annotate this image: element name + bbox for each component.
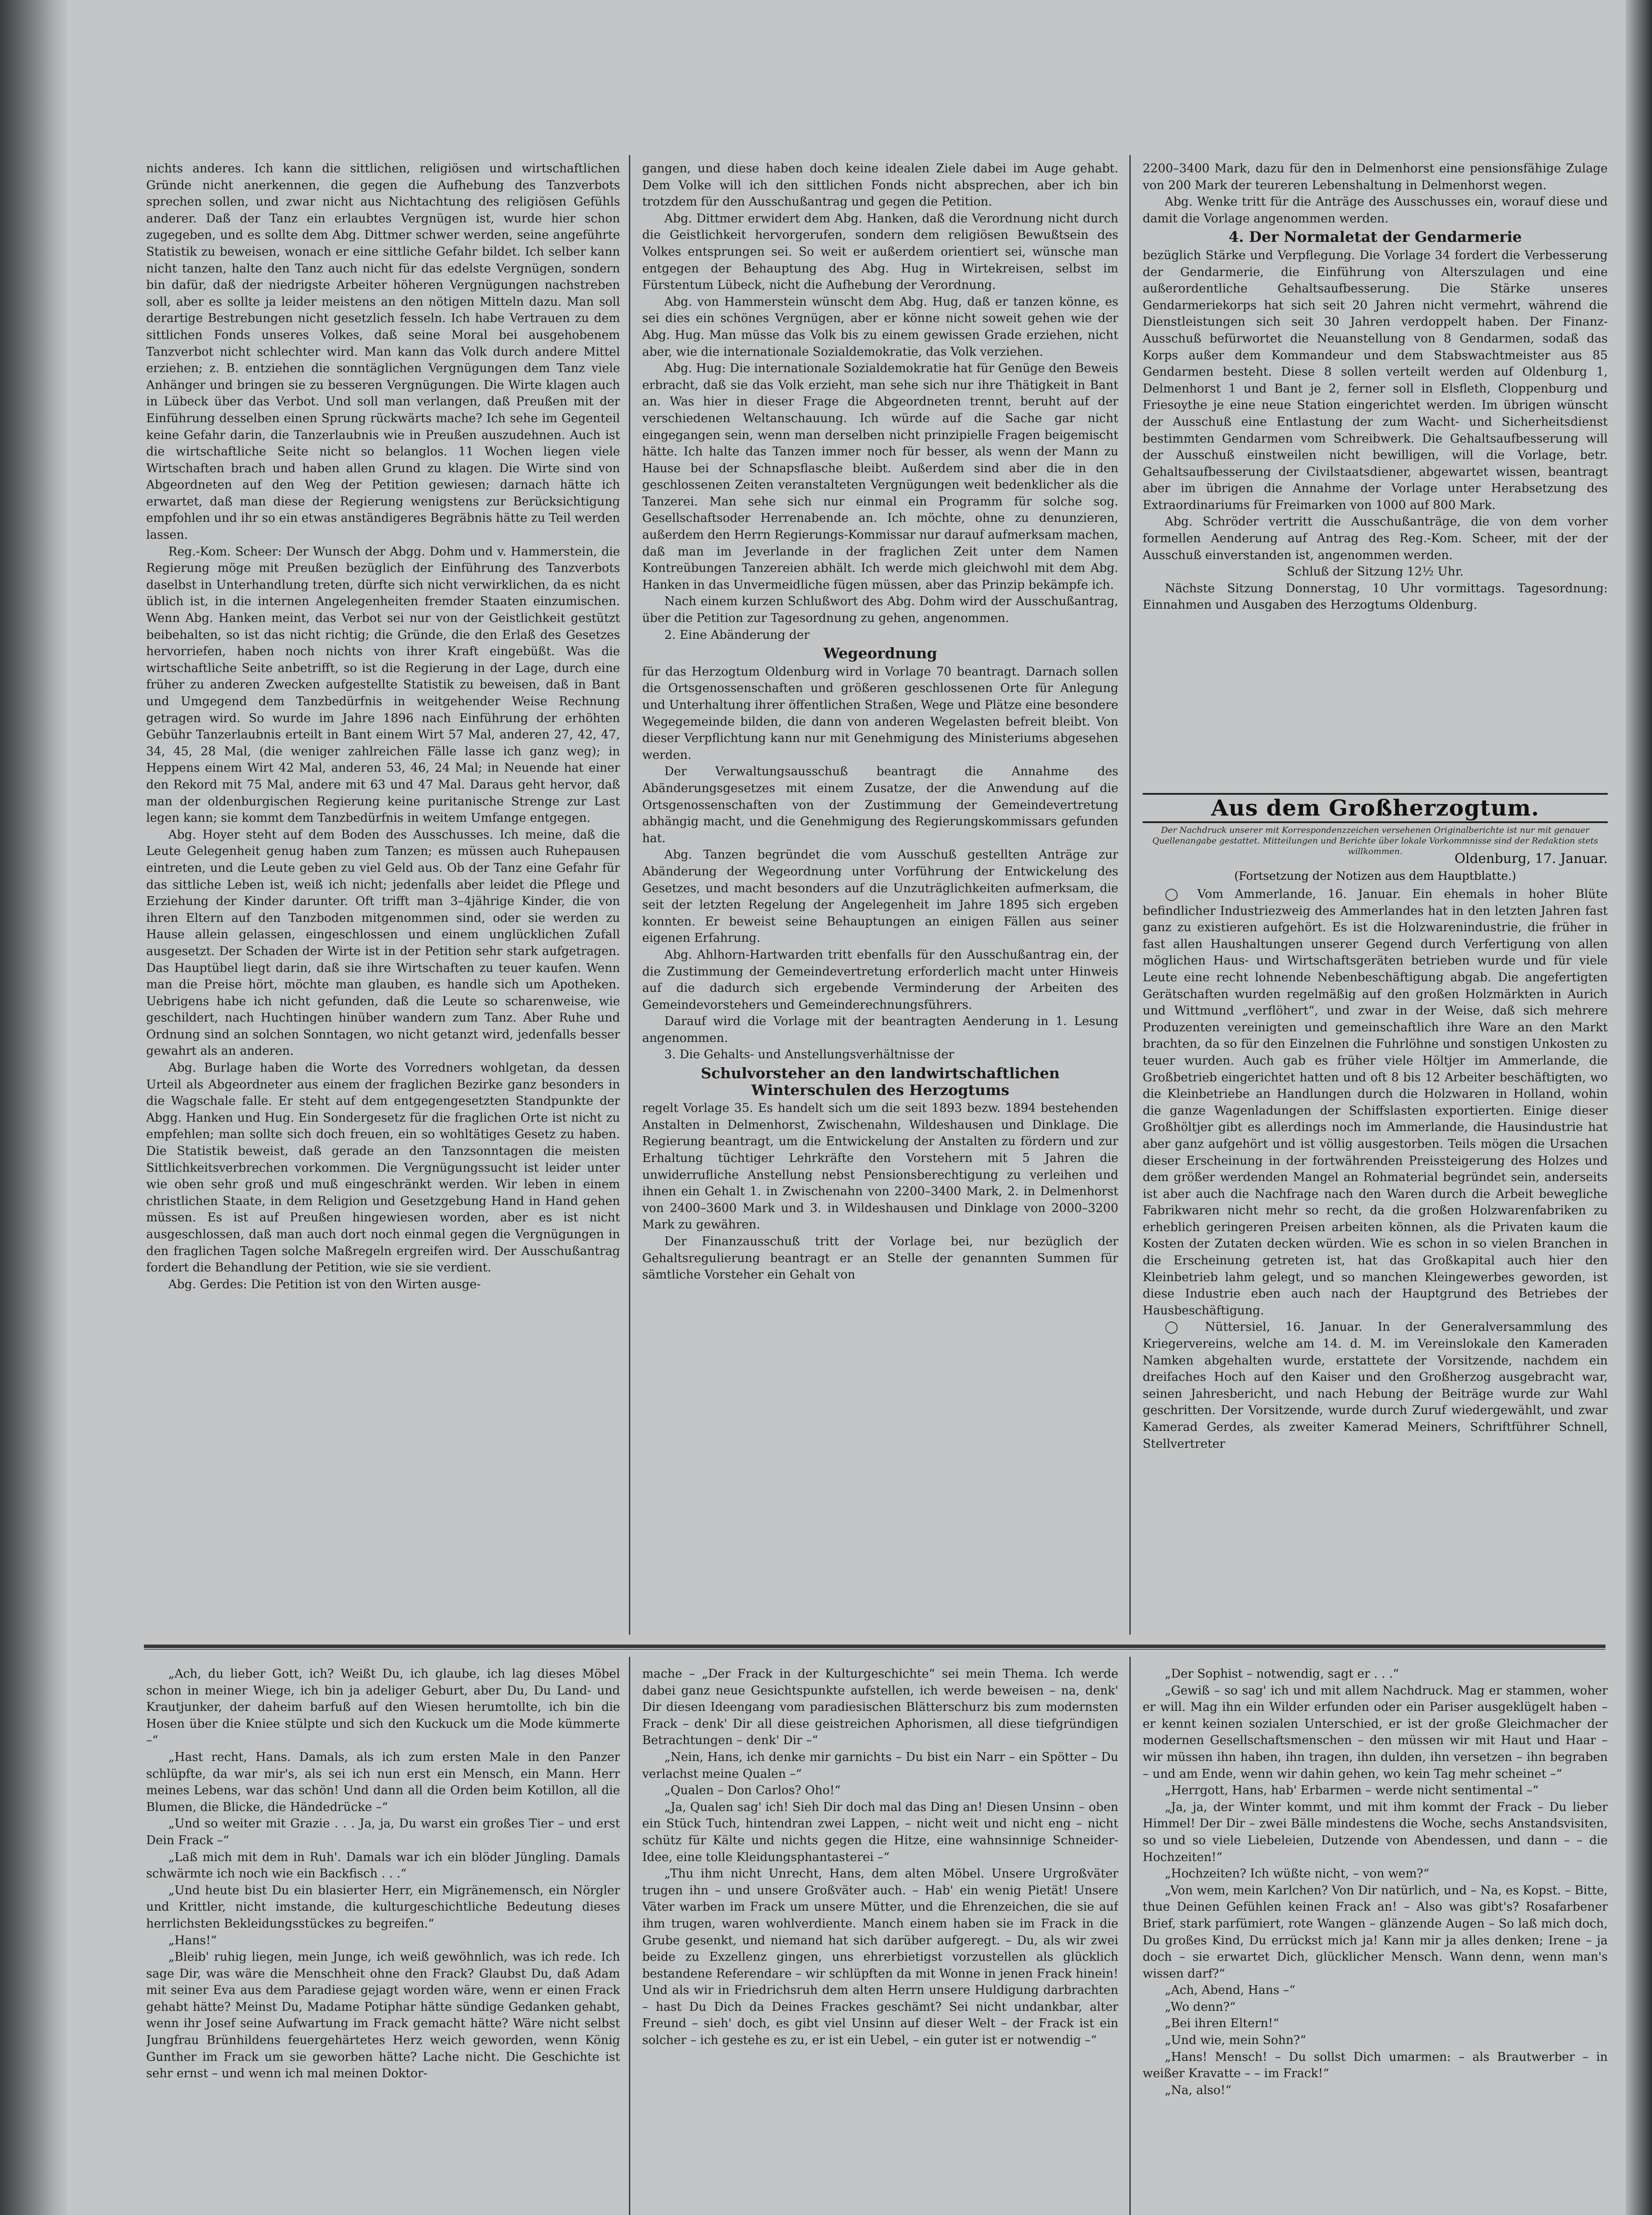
paragraph: „Ja, Qualen sag' ich! Sieh Dir doch mal das Ding an! Diesen Unsinn – oben ein Stück Tuch, hintendran zwei Lappen, – nicht weit und nicht eng – nicht schütz für Kälte und nichts gegen die Hitze, eine wahnsinnige Schneider-Idee, eine tolle Kleidungsphantasterei –“ xyxy=(642,1800,1118,1864)
paragraph: „Von wem, mein Karlchen? Von Dir natürlich, und – Na, es Kopst. – Bitte, thue Deinen Gefühlen keinen Frack an! – Also was gibt's? Rosafarbener Brief, stark parfümiert, rote Wangen – glänzende Augen – So laß mich doch, Du großes Kind, Du errückst mich ja! Kann mir ja alles denken; Irene – ja doch – sie erwartet Dich, glücklicher Mensch. Wann denn, wenn man's wissen darf?“ xyxy=(1143,1883,1608,1981)
paragraph: „Nein, Hans, ich denke mir garnichts – Du bist ein Narr – ein Spötter – Du verlachst meine Qualen –“ xyxy=(642,1750,1118,1781)
session-close: Schluß der Sitzung 12½ Uhr. xyxy=(1287,565,1464,579)
paragraph: „Wo denn?“ xyxy=(1165,2000,1236,2014)
paragraph: „Herrgott, Hans, hab' Erbarmen – werde nicht sentimental –“ xyxy=(1165,1784,1539,1798)
paragraph: Reg.-Kom. Scheer: Der Wunsch der Abgg. Dohm und v. Hammerstein, die Regierung möge mit Preußen bezüglich der Einführung des Tanzverbots daselbst in Unterhandlung treten, dürfte sich nicht verwirklichen, da es nicht üblich ist, in die internen Angelegenheiten fremder Staaten einzumischen. Wenn Abg. Hanken meint, das Verbot sei nur von der Geistlichkeit gestützt beibehalten, so ist das nicht richtig; die Gründe, die den Erlaß des Gesetzes hervorriefen, haben noch nichts von ihrer Kraft eingebüßt. Was die wirtschaftliche Seite anbetrifft, so ist die Regierung in der Lage, durch eine früher zu anderen Zwecken aufgestellte Statistik zu beweisen, daß in Bant und Umgegend dem Tanzbedürfnis in weitgehender Weise Rechnung getragen wird. So wurde im Jahre 1896 nach Einführung der erhöhten Gebühr Tanzerlaubnis erteilt in Bant einem Wirt 57 Mal, anderen 27, 42, 47, 34, 45, 28 Mal, (die weniger zahlreichen Fälle lasse ich ganz weg); in Heppens einem Wirt 42 Mal, anderen 53, 46, 24 Mal; in Neuende hat einer den Rekord mit 75 Mal, andere mit 63 und 47 Mal. Daraus geht hervor, daß man der oldenburgischen Regierung keine puritanische Strenge zur Last legen kann; sie kommt dem Tanzbedürfnis in weitem Umfange entgegen. xyxy=(146,544,620,825)
paragraph: „Und so weiter mit Grazie . . . Ja, ja, Du warst ein großes Tier – und erst Dein Frack –“ xyxy=(146,1817,620,1847)
paragraph: „Und wie, mein Sohn?“ xyxy=(1165,2033,1306,2048)
paragraph: „Hans!“ xyxy=(168,1933,217,1947)
paragraph: „Ach, du lieber Gott, ich? Weißt Du, ich glaube, ich lag dieses Möbel schon in meiner Wiege, ich bin ja adeliger Geburt, aber Du, Du Land- und Krautjunker, der daheim barfuß auf den Wiesen herumtollte, ich bin die Hosen über die Kniee stülpte und sich den Kuckuck um die Mode kümmerte –“ xyxy=(146,1667,620,1748)
column-rule xyxy=(629,1657,630,2215)
paragraph: gangen, und diese haben doch keine idealen Ziele dabei im Auge gehabt. Dem Volke will ich den sittlichen Fonds nicht absprechen, aber ich bin trotzdem für den Ausschußantrag und gegen die Petition. xyxy=(642,162,1118,209)
paragraph: Darauf wird die Vorlage mit der beantragten Aenderung in 1. Lesung angenommen. xyxy=(642,1014,1118,1045)
paragraph: „Ja, ja, der Winter kommt, und mit ihm kommt der Frack – Du lieber Himmel! Der Dir – zwei Bälle mindestens die Woche, sechs Anstandsvisiten, so und so viele Liebeleien, Dutzende von Abendessen, und dann – – die Hochzeiten!“ xyxy=(1143,1800,1608,1864)
feuilleton-column-left xyxy=(146,1666,620,2215)
feuilleton-divider-thin xyxy=(144,1649,1605,1650)
paragraph: „Hans! Mensch! – Du sollst Dich umarmen: – als Brautwerber – in weißer Kravatte – – im Frack!“ xyxy=(1143,2050,1608,2081)
book-gutter xyxy=(0,0,66,2215)
dateline: Oldenburg, 17. Januar. xyxy=(1454,851,1608,867)
paragraph: Abg. Gerdes: Die Petition ist von den Wirten ausge- xyxy=(168,1277,481,1291)
heading-gendarmerie: 4. Der Normaletat der Gendarmerie xyxy=(1229,228,1522,246)
section-title: Aus dem Großherzogtum. xyxy=(1143,793,1608,823)
paragraph: „Ach, Abend, Hans –“ xyxy=(1165,1983,1295,1997)
paragraph: nichts anderes. Ich kann die sittlichen, religiösen und wirtschaftlichen Gründe nicht anerkennen, die gegen die Aufhebung des Tanzverbots sprechen sollen, und zwar nicht aus Nichtachtung des religiösen Gefühls anderer. Daß der Tanz ein erlaubtes Vergnügen ist, wurde hier schon zugegeben, und es sollte dem Abg. Dittmer schwer werden, seine angeführte Statistik zu beweisen, wonach er eine sittliche Gefahr bildet. Ich selber kann nicht tanzen, halte den Tanz auch nicht für das edelste Vergnügen, sondern bin dafür, daß der niedrigste Arbeiter höheren Vergnügungen nachstreben soll, aber es sollte ja leider meistens an den nötigen Mitteln dazu. Man soll derartige Bestrebungen nicht gesetzlich fesseln. Ich habe Vertrauen zu dem sittlichen Fonds unseres Volkes, daß seine Moral bei ausgehobenem Tanzverbot nicht schlechter wird. Man kann das Volk durch andere Mittel erziehen; z. B. entziehen die sonntäglichen Vergnügungen dem Tanz viele Anhänger und bringen sie zu besseren Vergnügungen. Die Wirte klagen auch in Lübeck über das Verbot. Und soll man verlangen, daß Preußen mit der Einführung desselben einen Sprung rückwärts mache? Ich sehe im Gegenteil keine Gefahr darin, die Tanzerlaubnis wie in Preußen auszudehnen. Auch ist die wirtschaftliche Seite nicht so belanglos. 11 Wochen liegen viele Wirtschaften brach und haben allen Grund zu klagen. Die Wirte sind von Abgeordneten auf den Weg der Petition gewiesen; darnach hätte ich erwartet, daß man diese der Regierung wenigstens zur Berücksichtigung empfohlen und ihr so ein etwas anständigeres Begräbnis hätte zu Teil werden lassen. xyxy=(146,162,620,542)
paragraph: Abg. Hug: Die internationale Sozialdemokratie hat für Genüge den Beweis erbracht, daß sie das Volk erzieht, man sehe sich nur ihre Thätigkeit in Bant an. Was hier in dieser Frage die Abgeordneten trennt, beruht auf der verschiedenen Weltanschauung. Ich würde auf die Sache gar nicht eingegangen sein, wenn man derselben nicht prinzipielle Fragen beigemischt hätte. Ich halte das Tanzen immer noch für besser, als wenn der Mann zu Hause bei der Schnapsflasche bleibt. Außerdem sind aber die in den geschlossenen Zeiten veranstalteten Vergnügungen weit bedenklicher als die Tanzerei. Man sehe sich nur einmal ein Programm für solche sog. Gesellschaftsoder Herrenabende an. Ich möchte, ohne zu denunzieren, außerdem den Herrn Regierungs-Kommissar nur darauf aufmerksam machen, daß man im Jeverlande in der fraglichen Zeit unter dem Namen Kontreübungen Tanzereien abhält. Ich werde mich gleichwohl mit dem Abg. Hanken in das Unvermeidliche fügen müssen, aber das Prinzip bekämpfe ich. xyxy=(642,361,1118,592)
paragraph: Abg. Schröder vertritt die Ausschußanträge, die von dem vorher formellen Aenderung auf Antrag des Reg.-Kom. Scheer, mit der der Ausschuß einverstanden ist, angenommen werden. xyxy=(1143,515,1608,562)
paragraph: „Hast recht, Hans. Damals, als ich zum ersten Male in den Panzer schlüpfte, da war mir's, als sei ich nun erst ein Mensch, ein Mann. Herr meines Lebens, war das schön! Und dann all die Orden beim Kotillon, all die Blumen, die Blicke, die Händedrücke –“ xyxy=(146,1750,620,1814)
paragraph: „Gewiß – so sag' ich und mit allem Nachdruck. Mag er stammen, woher er will. Mag ihn ein Wilder erfunden oder ein Pariser ausgeklügelt haben – er kennt keinen sozialen Unterschied, er ist der große Gleichmacher der modernen Gesellschaftsmenschen – den müssen wir mit Haut und Haar – wir müssen ihn haben, ihn tragen, ihn dulden, ihn versetzen – ihn begraben – und am Ende, wenn wir dahin gehen, wo kein Tag mehr scheinet –“ xyxy=(1143,1683,1608,1781)
paragraph: „Hochzeiten? Ich wüßte nicht, – von wem?“ xyxy=(1165,1867,1430,1881)
paragraph: Der Verwaltungsausschuß beantragt die Annahme des Abänderungsgesetzes mit einem Zusatze, der die Anwendung auf die Ortsgenossenschaften von der Zustimmung der Gemeindevertretung abhängig macht, und die Genehmigung des Regierungskommissars gefunden hat. xyxy=(642,765,1118,845)
paragraph: „Thu ihm nicht Unrecht, Hans, dem alten Möbel. Unsere Urgroßväter trugen ihn – und unsere Großväter auch. – Hab' ein wenig Pietät! Unsere Väter warben im Frack um unsere Mütter, und die Ehrenzeichen, die sie auf ihm trugen, waren wohlverdiente. Manch einem haben sie im Frack in die Grube gesenkt, und niemand hat sich darüber aufgeregt. – Du, als wir zwei beide zu Exzellenz gingen, uns ehrerbietigst vorzustellen als glücklich bestandene Referendare – wir schlüpften da mit Wonne in jenen Frack hinein! Und als wir in Friedrichsruh dem alten Herrn unsere Huldigung darbrachten – hast Du Dich da Deines Frackes geschämt? Sei nicht undankbar, alter Freund – sieh' doch, es gibt viel Unsinn auf dieser Welt – der Frack ist ein solcher – ich gestehe es zu, er ist ein Uebel, – ein guter ist er notwendig –“ xyxy=(642,1867,1118,2048)
paragraph: Abg. Dittmer erwidert dem Abg. Hanken, daß die Verordnung nicht durch die Geistlichkeit hervorgerufen, sondern dem religiösen Bewußtsein des Volkes entsprungen sei. So weit er außerdem orientiert sei, wünsche man entgegen der Behauptung des Abg. Hug in Wirtekreisen, selbst im Fürstentum Lübeck, nicht die Aufhebung der Verordnung. xyxy=(642,211,1118,292)
paragraph: Nach einem kurzen Schlußwort des Abg. Dohm wird der Ausschußantrag, über die Petition zur Tagesordnung zu gehen, angenommen. xyxy=(642,595,1118,626)
paragraph: „Der Sophist – notwendig, sagt er . . .“ xyxy=(1165,1667,1399,1681)
column-rule xyxy=(629,155,630,1635)
paragraph: „Bei ihren Eltern!“ xyxy=(1165,2017,1280,2031)
column-rule xyxy=(1129,1657,1131,2215)
paragraph: „Laß mich mit dem in Ruh'. Damals war ich ein blöder Jüngling. Damals schwärmte ich noch wie ein Backfisch . . .“ xyxy=(146,1850,620,1881)
column-top-right xyxy=(1143,160,1608,789)
paragraph: „Bleib' ruhig liegen, mein Junge, ich weiß gewöhnlich, was ich rede. Ich sage Dir, was wäre die Menschheit ohne den Frack? Glaubst Du, daß Adam mit seiner Eva aus dem Paradiese gejagt worden wäre, wenn er einen Frack gehabt hätte? Meinst Du, Madame Potiphar hätte sündige Gedanken gehabt, wenn ihr Josef seine Aufwartung im Frack gemacht hätte? Wäre nicht selbst Jungfrau Brünhildens feuergehärtetes Herz weich geworden, wenn König Gunther im Frack um sie geworben hätte? Lache nicht. Die Geschichte ist sehr ernst – und wenn ich mal meinen Doktor- xyxy=(146,1950,620,2081)
continuation-note: (Fortsetzung der Notizen aus dem Hauptblatte.) xyxy=(1234,870,1516,883)
paragraph: mache – „Der Frack in der Kulturgeschichte“ sei mein Thema. Ich werde dabei ganz neue Gesichtspunkte aufstellen, ich werde beweisen – na, denk' Dir diesen Ideengang vom paradiesischen Blätterschurz bis zum modernsten Frack – denk' Dir all diese geistreichen Aphorismen, all diese tiefgründigen Betrachtungen – denk' Dir –“ xyxy=(642,1667,1118,1748)
paragraph: „Qualen – Don Carlos? Oho!“ xyxy=(664,1784,841,1798)
feuilleton-divider xyxy=(144,1644,1605,1648)
paragraph: ◯ Vom Ammerlande, 16. Januar. Ein ehemals in hoher Blüte befindlicher Industriezweig des Ammerlandes hat in den letzten Jahren fast ganz zu existieren aufgehört. Es ist die Holzwarenindustrie, die früher in fast allen Haushaltungen unserer Gegend durch Verfertigung von allen möglichen Haus- und Wirtschaftsgeräten betrieben wurde und für viele Leute eine recht lohnende Nebenbeschäftigung abgab. Die angefertigten Gerätschaften wurden regelmäßig auf den großen Holzmärkten in Aurich und Wittmund „verflöhert“, und zwar in der Weise, daß sich mehrere Produzenten vereinigten und gemeinschaftlich ihre Ware an den Markt brachten, da so für den Einzelnen die Fuhrlöhne und sonstigen Unkosten zu teuer wurden. Auch gab es früher viele Höltjer im Ammerlande, die Großbetrieb eingerichtet hatten und oft 8 bis 12 Arbeiter beschäftigten, wo die Kleinbetriebe an Handlungen durch die Holzwaren in Holland, wohin die ganze Wagenladungen der Schiffslasten exportierten. Einige dieser Großhöltjer gibt es allerdings noch im Ammerlande, die Hausindustrie hat aber ganz aufgehört und ist völlig ausgestorben. Teils mögen die Ursachen dieser Erscheinung in der fortwährenden Preissteigerung des Holzes und dem größer werdenden Mangel an Rohmaterial begründet sein, anderseits ist aber auch die Nachfrage nach den Waren durch die Arbeit bewegliche Fabrikwaren nicht mehr so recht, da die großen Holzwarenfabriken zu erheblich geringeren Preisen arbeiten können, als die Privaten kaum die Kosten der Zutaten decken würden. Wie es schon in so vielen Branchen in die Erscheinung getreten ist, hat das Großkapital auch hier den Kleinbetrieb lahm gelegt, und so manchen Kleingewerbes geworden, ist diese Industrie eben auch nach der Hauptgrund des Betriebes der Hausbeschäftigung. xyxy=(1143,887,1608,1317)
paragraph: Abg. Tanzen begründet die vom Ausschuß gestellten Anträge zur Abänderung der Wegeordnung unter Vorführung der Entwickelung des Gesetzes, und macht besonders auf die Unzuträglichkeiten aufmerksam, die seit der letzten Regelung der Angelegenheit im Jahre 1895 sich ergeben konnten. Er beweist seine Behauptungen an einigen Fällen aus seiner eigenen Erfahrung. xyxy=(642,848,1118,945)
next-session: Nächste Sitzung Donnerstag, 10 Uhr vormittags. Tagesordnung: Einnahmen und Ausgaben des Herzogtums Oldenburg. xyxy=(1143,581,1608,612)
paragraph: Der Finanzausschuß tritt der Vorlage bei, nur bezüglich der Gehaltsregulierung beantragt er an Stelle der genannten Summen für sämtliche Vorsteher ein Gehalt von xyxy=(642,1235,1118,1282)
paragraph: Abg. Wenke tritt für die Anträge des Ausschusses ein, worauf diese und damit die Vorlage angenommen werden. xyxy=(1143,195,1608,225)
column-rule xyxy=(1129,155,1131,1635)
paragraph: bezüglich Stärke und Verpflegung. Die Vorlage 34 fordert die Verbesserung der Gendarmerie, die Einführung von Alterszulagen und eine außerordentliche Gehaltsaufbesserung. Die Stärke unseres Gendarmeriekorps hat sich seit 20 Jahren nicht vermehrt, während die Dienstleistungen sich seit 30 Jahren verdoppelt haben. Der Finanz-Ausschuß befürwortet die Neuanstellung von 8 Gendarmen, sodaß das Korps außer dem Kommandeur und dem Stabswachtmeister aus 85 Gendarmen besteht. Diese 8 sollen verteilt werden auf Oldenburg 1, Delmenhorst 1 und Bant je 2, ferner soll in Elsfleth, Cloppenburg und Friesoythe je eine neue Station eingerichtet werden. Im übrigen wünscht der Ausschuß eine Entlastung der zum Wacht- und Sicherheitsdienst bestimmten Gendarmen vom Schreibwerk. Die Gehaltsaufbesserung will der Ausschuß einstweilen nicht bewilligen, will die Vorlage, betr. Gehaltsaufbesserung der Civilstaatsdiener, abgewartet wissen, beantragt aber im übrigen die Annahme der Vorlage unter Herabsetzung des Extraordinariums für Freimarken von 1000 auf 800 Mark. xyxy=(1143,248,1608,512)
paragraph: „Und heute bist Du ein blasierter Herr, ein Migränemensch, ein Nörgler und Krittler, nicht imstande, die kulturgeschichtliche Bedeutung dieses herrlichsten Bekleidungsstückes zu begreifen.“ xyxy=(146,1883,620,1931)
paragraph: 2200–3400 Mark, dazu für den in Delmenhorst eine pensionsfähige Zulage von 200 Mark der teureren Lebenshaltung in Delmenhorst wegen. xyxy=(1143,162,1608,192)
heading-schulvorsteher: Schulvorsteher an den landwirtschaftlichen Winterschulen des Herzogtums xyxy=(701,1065,1060,1099)
paragraph: Abg. Ahlhorn-Hartwarden tritt ebenfalls für den Ausschußantrag ein, der die Zustimmung der Gemeindevertretung erforderlich macht unter Hinweis auf die dadurch sich ergebende Verminderung der Arbeiten des Gemeindevorstehers und Gemeinderechnungsführers. xyxy=(642,948,1118,1012)
column-top-right-local-news xyxy=(1143,886,1608,1630)
paragraph: ◯ Nüttersiel, 16. Januar. In der Generalversammlung des Kriegervereins, welche am 14. d. M. im Vereinslokale den Kameraden Namken abgehalten wurde, erstattete der Vorsitzende, nachdem ein dreifaches Hoch auf den Kaiser und den Großherzog ausgebracht war, seinen Jahresbericht, und nach Hebung der Beiträge wurde zur Wahl geschritten. Der Vorsitzende, wurde durch Zuruf wiedergewählt, und zwar Kamerad Gerdes, als zweiter Kamerad Meiners, Schriftführer Schnell, Stellvertreter xyxy=(1143,1320,1608,1451)
heading-wegeordnung: Wegeordnung xyxy=(823,645,937,662)
paragraph: regelt Vorlage 35. Es handelt sich um die seit 1893 bezw. 1894 bestehenden Anstalten in Delmenhorst, Zwischenahn, Wildeshausen und Dinklage. Die Regierung beantragt, um die Entwickelung der Anstalten zu fördern und zur Erhaltung tüchtiger Lehrkräfte den Vorstehern mit 5 Jahren die unwiderrufliche Anstellung nebst Pensionsberechtigung zu verleihen und ihnen ein Gehalt 1. in Zwischenahn von 2200–3400 Mark, 2. in Delmenhorst von 2400–3600 Mark und 3. in Wildeshausen und Dinklage von 2000–3200 Mark zu gewähren. xyxy=(642,1101,1118,1232)
feuilleton-column-right xyxy=(1143,1666,1608,2215)
paragraph: für das Herzogtum Oldenburg wird in Vorlage 70 beantragt. Darnach sollen die Ortsgenossenschaften und größeren geschlossenen Orte für Anlegung und Unterhaltung ihrer öffentlichen Straßen, Wege und Plätze eine besondere Wegegemeinde bilden, die dann von anderen Wegelasten befreit bleibt. Von dieser Verpflichtung kann nur mit Genehmigung des Ministeriums abgesehen werden. xyxy=(642,664,1118,762)
paragraph: Abg. von Hammerstein wünscht dem Abg. Hug, daß er tanzen könne, es sei dies ein schönes Vergnügen, aber er könne nicht soweit gehen wie der Abg. Hug. Man müsse das Volk bis zu einem gewissen Grade erziehen, nicht aber, wie die internationale Sozialdemokratie, das Volk verziehen. xyxy=(642,295,1118,359)
paragraph: Abg. Hoyer steht auf dem Boden des Ausschusses. Ich meine, daß die Leute Gelegenheit genug haben zum Tanzen; es müssen auch Ruhepausen eintreten, und die Leute geben zu viel Geld aus. Ob der Tanz eine Gefahr für das sittliche Leben ist, weiß ich nicht; jedenfalls aber leidet die Pflege und Erziehung der Kinder darunter. Oft trifft man 3–4jährige Kinder, die von ihren Eltern auf den Tanzboden mitgenommen sind, oder sie werden zu Hause allein gelassen, eingeschlossen und einem unglücklichen Zufall ausgesetzt. Der Schaden der Wirte ist in der Petition sehr stark aufgetragen. Das Hauptübel liegt darin, daß sie ihre Wirtschaften zu teuer kaufen. Wenn man die Preise hört, möchte man glauben, es handle sich um Apotheken. Uebrigens habe ich nicht gefunden, daß die Leute so scharenweise, wie geschildert, nach Huchtingen hinüber wandern zum Tanz. Aber Ruhe und Ordnung sind an solchen Sonntagen, wo nicht getanzt wird, jedenfalls besser gewahrt als an anderen. xyxy=(146,828,620,1058)
section-reprint-note: Der Nachdruck unserer mit Korrespondenzzeichen versehenen Originalberichte ist nur mit genauer Quellenangabe gestattet. Mitteilungen und Berichte über lokale Vorkommnisse sind der Redaktion stets willkommen. xyxy=(1152,825,1598,856)
paragraph: „Na, also!“ xyxy=(1165,2083,1232,2097)
page-edge xyxy=(1625,0,1652,2215)
paragraph: Abg. Burlage haben die Worte des Vorredners wohlgetan, da dessen Urteil als Abgeordneter aus einem der fraglichen Bezirke ganz besonders in die Wagschale falle. Er steht auf dem entgegengesetzten Standpunkte der Abgg. Hanken und Hug. Ein Sondergesetz für die fraglichen Orte ist nicht zu empfehlen; man sollte sich doch freuen, ein so wohltätiges Gesetz zu haben. Die Statistik beweist, daß gerade an den Tanzsonntagen die meisten Sittlichkeitsverbrechen vorkommen. Die Vergnügungssucht ist leider unter wie oben sehr groß und muß eingeschränkt werden. Wir leben in einem christlichen Staate, in dem Religion und Gesetzgebung Hand in Hand gehen müssen. Es ist auf Preußen hingewiesen worden, aber es ist nicht ausgeschlossen, daß man auch dort noch einmal gegen die Vergnügungen in den fraglichen Tagen solche Maßregeln ergreifen wird. Der Ausschußantrag fordert die Behandlung der Petition, wie sie sie verdient. xyxy=(146,1061,620,1275)
agenda-item: 2. Eine Abänderung der xyxy=(664,628,810,642)
column-top-left xyxy=(146,160,620,1631)
column-top-middle xyxy=(642,160,1118,1631)
feuilleton-column-middle xyxy=(642,1666,1118,2215)
agenda-item: 3. Die Gehalts- und Anstellungsverhältnisse der xyxy=(664,1048,954,1062)
